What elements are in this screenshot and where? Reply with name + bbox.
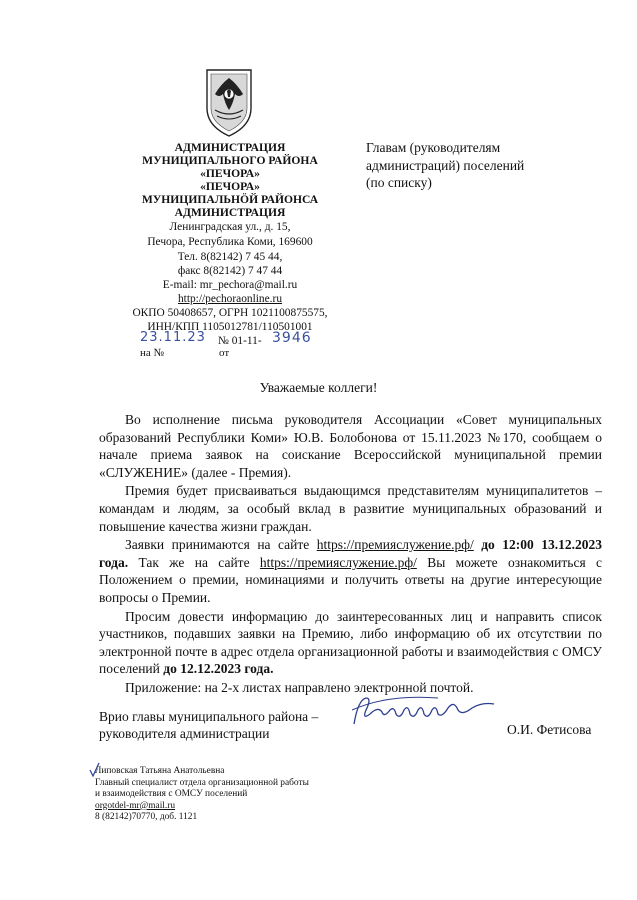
signatory-position-line-2: руководителя администрации xyxy=(99,726,270,741)
p3-deadline: до 12:00 13.12.2023 года. xyxy=(99,537,603,570)
executor-check-mark xyxy=(88,762,100,783)
date-handwritten: 23.11.23 xyxy=(140,330,206,345)
executor-name: Липовская Татьяна Анатольевна xyxy=(95,766,225,776)
handwritten-signature xyxy=(348,690,498,739)
p4-deadline: до 12.12.2023 года. xyxy=(163,661,274,677)
email-line: E-mail: mr_pechora@mail.ru xyxy=(162,279,298,291)
signatory-name: О.И. Фетисова xyxy=(507,722,592,737)
executor-title-2: и взаимодействия с ОМСУ поселений xyxy=(95,789,248,800)
inn-line: ИНН/КПП 1105012781/110501001 xyxy=(147,321,313,333)
paragraph-3 xyxy=(99,536,602,606)
org-name-line-3: «ПЕЧОРА» xyxy=(200,167,260,180)
greeting: Уважаемые коллеги! xyxy=(259,380,378,395)
addressee-line-1: Главам (руководителям xyxy=(366,140,501,155)
executor-block xyxy=(95,766,309,824)
addressee-block xyxy=(366,139,524,192)
signatory-position-line-1: Врио главы муниципального района – xyxy=(99,709,319,724)
p3-text-d: Вы можете ознакомиться с Положением о премии, номинациями и получить ответы на другие интересующие вопросы о Премии. xyxy=(99,554,602,605)
phone-line: Тел. 8(82142) 7 45 44, xyxy=(177,251,283,263)
address-line: Ленинградская ул., д. 15, xyxy=(169,221,291,233)
letter-body xyxy=(99,411,602,697)
addressee-line-3: (по списку) xyxy=(366,175,432,190)
paragraph-2: Премия будет присваиваться выдающимся представителям муниципалитетов – командам и людям, за особый вклад в развитие муниципальных образований и повышение качества жизни граждан. xyxy=(99,483,602,534)
p3-text-a: Заявки принимаются на сайте xyxy=(125,537,317,553)
coat-of-arms-emblem xyxy=(199,64,259,138)
number-handwritten: 3946 xyxy=(272,330,312,346)
fax-line: факс 8(82142) 7 47 44 xyxy=(177,265,283,277)
addressee-line-2: администраций) поселений xyxy=(366,157,525,173)
website-link[interactable]: http://pechoraonline.ru xyxy=(177,293,283,305)
premium-site-link-2[interactable]: https://премияслужение.рф/ xyxy=(259,554,417,570)
executor-phone: 8 (82142)70770, доб. 1121 xyxy=(95,812,198,823)
reply-to-label: на № xyxy=(140,347,165,359)
outgoing-number-label: № 01-11- xyxy=(218,335,262,347)
okpo-line: ОКПО 50408657, ОГРН 1021100875575, xyxy=(132,307,328,319)
paragraph-4 xyxy=(99,608,602,678)
paragraph-5: Приложение: на 2-х листах направлено электронной почтой. xyxy=(125,679,474,695)
paragraph-1: Во исполнение письма руководителя Ассоциации «Совет муниципальных образований Республики Коми» Ю.В. Болобонова от 15.11.2023 №170, сообщаем о начале приема заявок на соискание Всероссийской муниципальной премии «СЛУЖЕНИЕ» (далее - Премия). xyxy=(99,412,602,480)
premium-site-link[interactable]: https://премияслужение.рф/ xyxy=(316,537,474,553)
p4-text-a: Просим довести информацию до заинтересованных лиц и направить список участников, подавших заявки на Премию, либо информацию об их отсутствии по электронной почте в адрес отдела организационной работы и взаимодействия с ОМСУ поселений xyxy=(99,608,602,677)
org-name-line-1: АДМИНИСТРАЦИЯ xyxy=(174,141,286,154)
executor-title-1: Главный специалист отдела организационной работы xyxy=(95,777,309,788)
org-name-line-6: АДМИНИСТРАЦИЯ xyxy=(174,206,286,219)
executor-email-link[interactable]: orgotdel-mr@mail.ru xyxy=(95,800,176,811)
org-name-line-5: МУНИЦИПАЛЬНÖЙ РАЙОНСА xyxy=(141,193,319,206)
reply-from-label: от xyxy=(219,347,230,359)
p3-text-c: Так же на сайте xyxy=(128,554,260,570)
org-name-line-4: «ПЕЧОРА» xyxy=(200,180,260,193)
city-line: Печора, Республика Коми, 169600 xyxy=(147,236,313,248)
org-name-line-2: МУНИЦИПАЛЬНОГО РАЙОНА xyxy=(142,154,318,167)
signatory-position xyxy=(99,708,318,742)
